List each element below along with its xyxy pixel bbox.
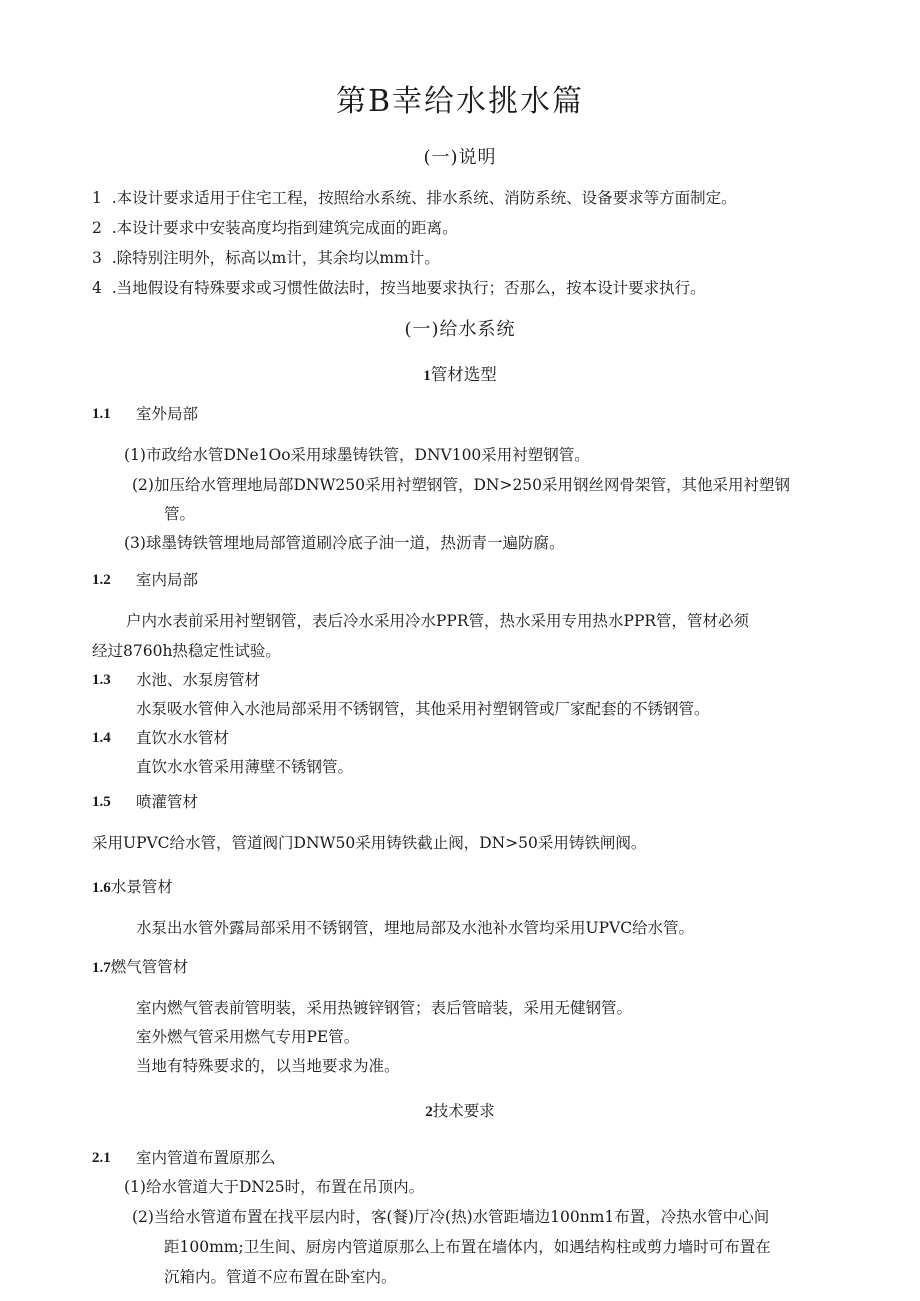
section-title: 直饮水水管材 — [136, 729, 230, 747]
paragraph-line: 当地有特殊要求的，以当地要求为准。 — [136, 1057, 400, 1075]
page-title: 第B幸给水挑水篇 — [335, 84, 585, 119]
intro-item-text: .当地假设有特殊要求或习惯性做法时，按当地要求执行；否那么，按本设计要求执行。 — [111, 279, 706, 297]
list-item: (3)球墨铸铁管埋地局部管道刷冷底子油一道，热沥青一遍防腐。 — [124, 534, 565, 552]
heading-num: 1 — [423, 368, 431, 384]
intro-item-num: 1 — [92, 189, 102, 207]
paragraph-line: 水泵吸水管伸入水池局部采用不锈钢管，其他采用衬塑钢管或厂家配套的不锈钢管。 — [136, 700, 710, 718]
paragraph-line: 直饮水水管采用薄壁不锈钢管。 — [136, 758, 354, 776]
paragraph-line: 水泵出水管外露局部采用不锈钢管，埋地局部及水池补水管均采用UPVC给水管。 — [136, 919, 695, 937]
section-title: 室外局部 — [136, 405, 199, 423]
intro-item-text: .本设计要求中安装高度均指到建筑完成面的距离。 — [111, 219, 458, 237]
paragraph-line: 经过8760h热稳定性试验。 — [92, 642, 281, 660]
paragraph-line: 采用UPVC给水管，管道阀门DNW50采用铸铁截止阀，DN>50采用铸铁闸阀。 — [92, 834, 647, 852]
section-title: 室内局部 — [136, 571, 199, 589]
list-item: (2)当给水管道布置在找平层内时，客(餐)厅冷(热)水管距墙边100nm1布置，冷热水管中心间 — [132, 1208, 770, 1226]
list-item-continuation: 距100mm;卫生间、厨房内管道原那么上布置在墙体内，如遇结构柱或剪力墙时可布置在 — [164, 1238, 771, 1256]
intro-item-2 — [92, 218, 458, 238]
intro-item-1 — [92, 188, 737, 208]
list-item-continuation: 沉箱内。管道不应布置在卧室内。 — [164, 1268, 397, 1286]
section-number: 2.1 — [92, 1150, 111, 1166]
section-heading — [92, 957, 188, 978]
intro-item-num: 4 — [92, 279, 102, 297]
list-item-continuation: 管。 — [164, 505, 196, 523]
section-heading — [92, 877, 173, 898]
section-number: 1.5 — [92, 794, 111, 810]
section-title: 燃气管管材 — [110, 958, 189, 976]
list-item: (2)加压给水管理地局部DNW250采用衬塑钢管，DN>250采用钢丝网骨架管，其他采用衬塑钢 — [132, 476, 791, 494]
paragraph-line: 户内水表前采用衬塑钢管，表后冷水采用冷水PPR管，热水采用专用热水PPR管，管材必须 — [126, 612, 750, 630]
intro-item-num: 2 — [92, 219, 102, 237]
intro-item-3 — [92, 248, 440, 268]
intro-item-num: 3 — [92, 249, 102, 267]
section-number: 1.7 — [92, 960, 111, 976]
paragraph-line: 室外燃气管采用燃气专用PE管。 — [136, 1028, 360, 1046]
section-title: 喷灌管材 — [136, 793, 199, 811]
section-title: 室内管道布置原那么 — [136, 1149, 276, 1167]
section-number: 1.4 — [92, 730, 111, 746]
heading-text: 管材选型 — [430, 365, 497, 384]
list-item: (1)给水管道大于DN25时，布置在吊顶内。 — [124, 1178, 425, 1196]
heading-num: 2 — [425, 1104, 433, 1120]
intro-item-4 — [92, 278, 706, 298]
section-number: 1.1 — [92, 406, 111, 422]
section-number: 1.3 — [92, 672, 111, 688]
water-system-heading: (一)给水系统 — [404, 319, 516, 340]
intro-heading: (一)说明 — [423, 147, 497, 168]
list-item: (1)市政给水管DNe1Oo采用球墨铸铁管，DNV100采用衬塑钢管。 — [124, 446, 590, 464]
paragraph-line: 室内燃气管表前管明装，采用热镀锌钢管；表后管暗装，采用无健钢管。 — [136, 999, 633, 1017]
intro-item-text: .除特别注明外，标高以m计，其余均以mm计。 — [111, 249, 440, 267]
heading-text: 技术要求 — [432, 1102, 495, 1120]
section-number: 1.6 — [92, 880, 111, 896]
section-title: 水池、水泵房管材 — [136, 671, 261, 689]
section-number: 1.2 — [92, 572, 111, 588]
tech-heading — [0, 1100, 920, 1123]
intro-item-text: .本设计要求适用于住宅工程，按照给水系统、排水系统、消防系统、设备要求等方面制定。 — [111, 189, 737, 207]
pipe-selection-heading — [0, 364, 920, 387]
section-title: 水景管材 — [110, 878, 173, 896]
